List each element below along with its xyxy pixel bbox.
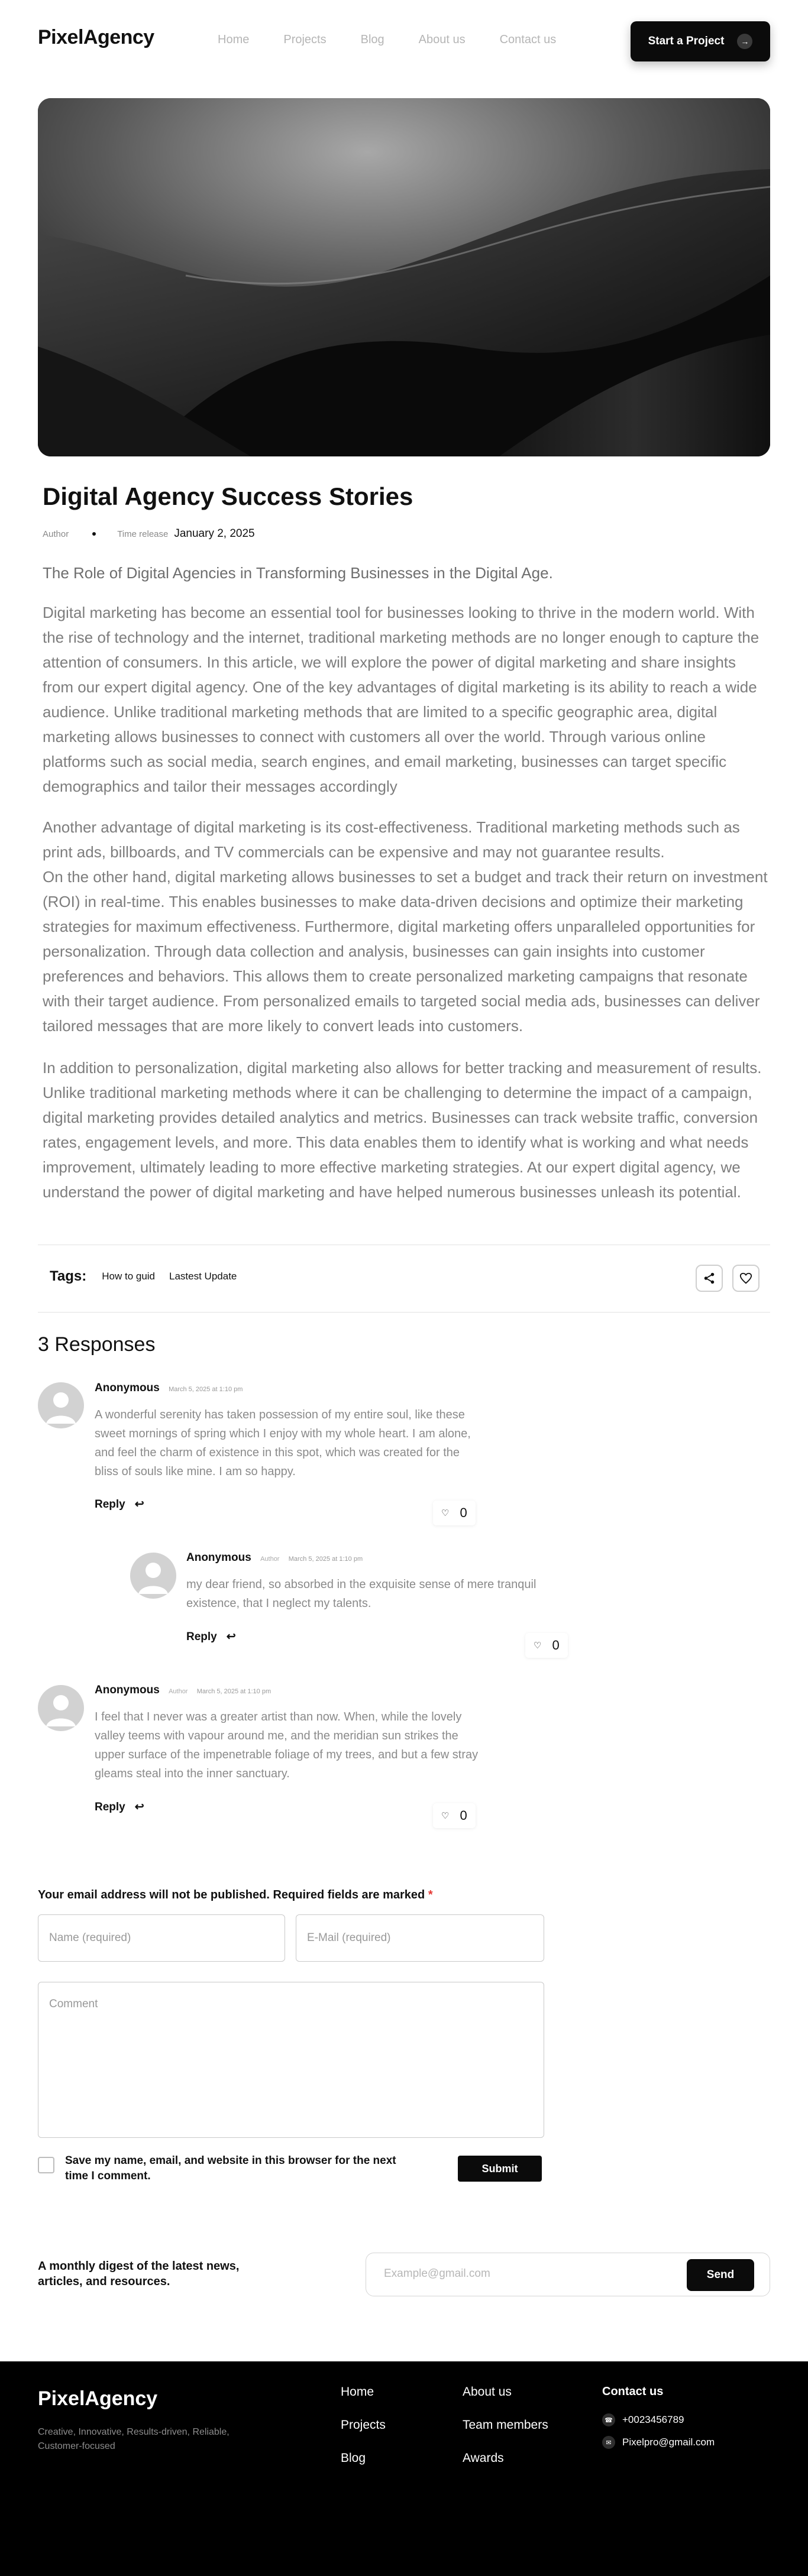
hero-image bbox=[38, 98, 770, 456]
submit-button[interactable]: Submit bbox=[458, 2156, 542, 2182]
article-title: Digital Agency Success Stories bbox=[43, 482, 413, 510]
notice-text: Your email address will not be published. Required fields are marked bbox=[38, 1888, 425, 1901]
responses-title: 3 Responses bbox=[38, 1333, 156, 1356]
nav-projects[interactable]: Projects bbox=[283, 33, 327, 46]
article-lead: The Role of Digital Agencies in Transforming Businesses in the Digital Age. bbox=[43, 564, 553, 582]
article-paragraph-1: Digital marketing has become an essential tool for businesses looking to thrive in the modern world. With the rise of technology and the internet, traditional marketing methods are no longer enough to capture the attention of consumers. In this article, we will explore the power of digital marketing and share insights from our expert digital agency. One of the key advantages of digital marketing is its ability to reach a wide audience. Unlike traditional marketing methods that are limited to a specific geographic area, digital marketing allows businesses to connect with customers all over the world. Through various online platforms such as social media, search engines, and email marketing, businesses can target specific demographics and tailor their messages accordingly bbox=[43, 604, 759, 795]
author-badge: Author bbox=[169, 1688, 188, 1695]
tag-item[interactable]: How to guid bbox=[102, 1271, 156, 1282]
reply-icon: ↩ bbox=[134, 1498, 144, 1511]
reply-label: Reply bbox=[95, 1498, 125, 1511]
logo[interactable]: PixelAgency bbox=[38, 26, 154, 48]
reply-label: Reply bbox=[186, 1630, 217, 1643]
newsletter-form bbox=[366, 2253, 770, 2296]
nav-about[interactable]: About us bbox=[418, 33, 466, 46]
contact-phone[interactable] bbox=[602, 2413, 684, 2426]
meta-separator bbox=[92, 532, 96, 536]
save-info-checkbox[interactable] bbox=[38, 2157, 54, 2173]
like-article-button[interactable] bbox=[732, 1265, 759, 1292]
article-paragraph-2a: Another advantage of digital marketing is its cost-effectiveness. Traditional marketing methods such as print ads, billboards, and TV commercials can be expensive and may not guarantee results. bbox=[43, 818, 740, 861]
footer-link-projects[interactable]: Projects bbox=[341, 2418, 386, 2432]
footer-link-blog[interactable]: Blog bbox=[341, 2451, 366, 2465]
email-field[interactable] bbox=[296, 1914, 544, 1962]
article-paragraph-2b: On the other hand, digital marketing allows businesses to set a budget and track their return on investment (ROI) in real-time. This enables businesses to make data-driven decisions and optimize their marketing strategies for maximum effectiveness. Furthermore, digital marketing offers unparalleled opportunities for personalization. Through data collection and analysis, businesses can gain insights into customer preferences and behaviors. This allows them to create personalized marketing campaigns that resonate with their target audience. From personalized emails to targeted social media ads, businesses can deliver tailored messages that are more likely to convert leads into customers. bbox=[43, 868, 768, 1035]
name-field[interactable] bbox=[38, 1914, 285, 1962]
heart-icon: ♡ bbox=[441, 1811, 450, 1821]
comment-author-name: Anonymous bbox=[95, 1382, 160, 1394]
site-header bbox=[0, 0, 808, 83]
nav-contact[interactable]: Contact us bbox=[499, 33, 557, 46]
heart-icon: ♡ bbox=[441, 1508, 450, 1518]
phone-icon: ☎ bbox=[602, 2413, 615, 2426]
start-project-button[interactable] bbox=[631, 21, 770, 61]
reply-button[interactable] bbox=[95, 1800, 144, 1814]
tags-label: Tags: bbox=[50, 1268, 87, 1284]
site-footer bbox=[0, 2361, 808, 2576]
comment-author bbox=[186, 1551, 363, 1564]
heart-icon bbox=[739, 1272, 752, 1285]
newsletter-text: A monthly digest of the latest news, articles, and resources. bbox=[38, 2260, 240, 2288]
comment-like-button[interactable] bbox=[433, 1803, 476, 1828]
reply-icon: ↩ bbox=[226, 1631, 236, 1643]
footer-description: Creative, Innovative, Results-driven, Reliable, Customer-focused bbox=[38, 2427, 230, 2451]
comment-text: my dear friend, so absorbed in the exquisite sense of mere tranquil existence, that I neglect my talents. bbox=[186, 1578, 536, 1610]
author-badge: Author bbox=[260, 1556, 280, 1563]
phone-text: +0023456789 bbox=[622, 2414, 684, 2425]
avatar bbox=[130, 1553, 176, 1599]
cta-label: Start a Project bbox=[648, 35, 725, 47]
reply-button[interactable] bbox=[95, 1498, 144, 1511]
comment-date: March 5, 2025 at 1:10 pm bbox=[196, 1688, 272, 1695]
reply-button[interactable] bbox=[186, 1630, 236, 1644]
comment-author bbox=[95, 1382, 243, 1395]
tag-item[interactable]: Lastest Update bbox=[169, 1271, 237, 1282]
nav-blog[interactable]: Blog bbox=[360, 33, 384, 46]
mail-icon: ✉ bbox=[602, 2436, 615, 2449]
email-text: Pixelpro@gmail.com bbox=[622, 2436, 715, 2448]
comment-text: A wonderful serenity has taken possession of my entire soul, like these sweet mornings of spring which I enjoy with my whole heart. I am alone, and feel the charm of existence in this spot, which was created for the bliss of souls like mine. I am so happy. bbox=[95, 1408, 471, 1478]
newsletter-email-input[interactable]: Example@gmail.com bbox=[384, 2267, 490, 2280]
arrow-right-icon: → bbox=[737, 34, 752, 49]
divider bbox=[38, 1312, 770, 1313]
contact-email[interactable] bbox=[602, 2436, 715, 2449]
article-meta bbox=[43, 527, 255, 540]
required-mark: * bbox=[428, 1888, 433, 1901]
share-button[interactable] bbox=[696, 1265, 723, 1292]
footer-link-team[interactable]: Team members bbox=[463, 2418, 548, 2432]
share-icon bbox=[703, 1272, 716, 1285]
comment-like-button[interactable] bbox=[525, 1633, 568, 1658]
comment-author-name: Anonymous bbox=[186, 1551, 251, 1564]
author-label: Author bbox=[43, 529, 69, 539]
comment-like-button[interactable] bbox=[433, 1501, 476, 1525]
form-notice bbox=[38, 1888, 433, 1902]
comment-author-name: Anonymous bbox=[95, 1684, 160, 1696]
nav-home[interactable]: Home bbox=[218, 33, 250, 46]
comment-text: I feel that I never was a greater artist than now. When, while the lovely valley teems with vapour around me, and the meridian sun strikes the upper surface of the impenetrable foliage of my trees, and but a few stray gleams steal into the inner sanctuary. bbox=[95, 1710, 479, 1780]
send-button[interactable]: Send bbox=[687, 2259, 754, 2291]
footer-link-home[interactable]: Home bbox=[341, 2385, 374, 2399]
comment-author bbox=[95, 1684, 271, 1697]
reply-icon: ↩ bbox=[134, 1801, 144, 1813]
main-nav bbox=[218, 33, 590, 47]
comment-date: March 5, 2025 at 1:10 pm bbox=[288, 1556, 363, 1563]
avatar bbox=[38, 1382, 84, 1428]
like-count: 0 bbox=[460, 1505, 467, 1520]
publish-date: January 2, 2025 bbox=[174, 527, 255, 540]
heart-icon: ♡ bbox=[534, 1641, 542, 1651]
footer-link-about[interactable]: About us bbox=[463, 2385, 512, 2399]
time-label: Time release bbox=[117, 529, 169, 539]
comment-field[interactable] bbox=[38, 1982, 544, 2138]
contact-title: Contact us bbox=[602, 2385, 664, 2398]
comment-placeholder: Comment bbox=[49, 1998, 98, 2010]
reply-label: Reply bbox=[95, 1800, 125, 1813]
like-count: 0 bbox=[460, 1808, 467, 1823]
like-count: 0 bbox=[552, 1638, 560, 1652]
name-placeholder: Name (required) bbox=[49, 1932, 131, 1944]
save-info-label: Save my name, email, and website in this browser for the next time I comment. bbox=[65, 2154, 396, 2182]
footer-logo[interactable]: PixelAgency bbox=[38, 2387, 158, 2410]
tags-row bbox=[50, 1268, 251, 1285]
article-paragraph-3: In addition to personalization, digital marketing also allows for better tracking and measurement of results. Unlike traditional marketing methods where it can be challenging to determine the impact of a campaign, digital marketing provides detailed analytics and metrics. Businesses can track website traffic, conversion rates, engagement levels, and more. This data enables them to identify what is working and what needs improvement, ultimately leading to more effective marketing strategies. At our expert digital agency, we understand the power of digital marketing and have helped numerous businesses unleash its potential. bbox=[43, 1059, 762, 1201]
comment-date: March 5, 2025 at 1:10 pm bbox=[169, 1386, 243, 1393]
avatar bbox=[38, 1685, 84, 1731]
email-placeholder: E-Mail (required) bbox=[307, 1932, 391, 1944]
footer-link-awards[interactable]: Awards bbox=[463, 2451, 504, 2465]
